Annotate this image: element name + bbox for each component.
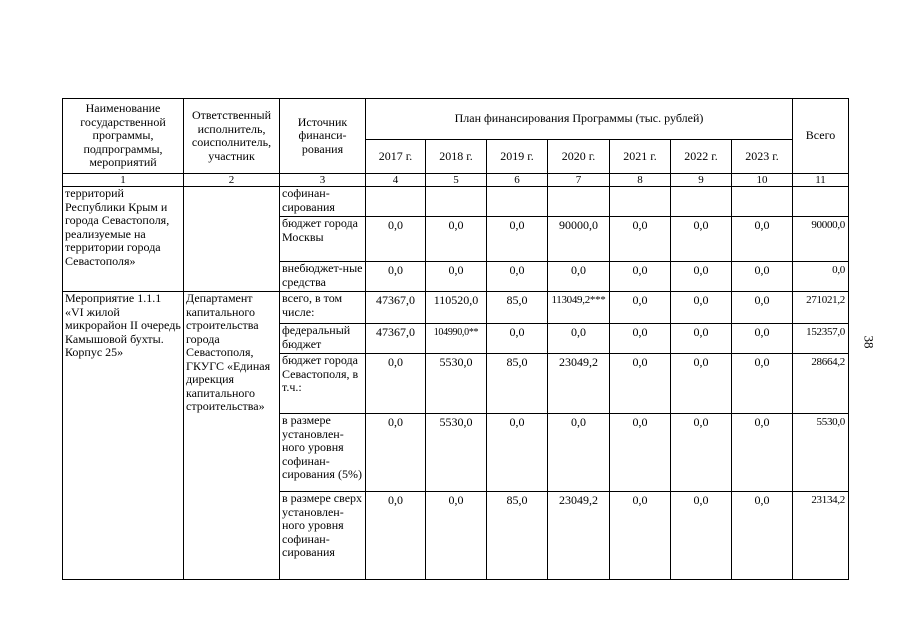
source-cell: всего, в том числе: [280, 292, 366, 324]
value-cell: 0,0 [610, 217, 671, 262]
column-index: 5 [426, 174, 487, 187]
header-total: Всего [793, 99, 849, 174]
total-cell: 271021,2 [793, 292, 849, 324]
header-plan: План финансирования Программы (тыс. рублей) [366, 99, 793, 140]
value-cell: 0,0 [487, 324, 548, 354]
value-cell: 23049,2 [548, 354, 610, 414]
value-cell: 0,0 [671, 354, 732, 414]
value-cell: 0,0 [426, 217, 487, 262]
header-program-name: Наименование государственной программы, подпрограммы, мероприятий [63, 99, 184, 174]
column-index: 1 [63, 174, 184, 187]
value-cell: 0,0 [426, 492, 487, 580]
value-cell: 90000,0 [548, 217, 610, 262]
page-number: 38 [861, 335, 877, 349]
header-year: 2018 г. [426, 140, 487, 174]
source-cell: в размере установлен-ного уровня софинан-сирования (5%) [280, 414, 366, 492]
value-cell: 0,0 [610, 354, 671, 414]
value-cell [366, 187, 426, 217]
value-cell: 0,0 [548, 324, 610, 354]
value-cell: 0,0 [671, 414, 732, 492]
header-year: 2019 г. [487, 140, 548, 174]
value-cell: 0,0 [732, 492, 793, 580]
value-cell: 47367,0 [366, 324, 426, 354]
source-cell: в размере сверх установлен-ного уровня софинан-сирования [280, 492, 366, 580]
value-cell: 104990,0** [426, 324, 487, 354]
column-index: 11 [793, 174, 849, 187]
value-cell: 85,0 [487, 292, 548, 324]
header-year: 2022 г. [671, 140, 732, 174]
value-cell: 0,0 [732, 324, 793, 354]
value-cell [610, 187, 671, 217]
value-cell: 5530,0 [426, 354, 487, 414]
column-index: 7 [548, 174, 610, 187]
value-cell: 0,0 [548, 262, 610, 292]
value-cell: 47367,0 [366, 292, 426, 324]
value-cell: 5530,0 [426, 414, 487, 492]
value-cell: 0,0 [610, 324, 671, 354]
total-cell: 152357,0 [793, 324, 849, 354]
value-cell: 0,0 [732, 354, 793, 414]
value-cell: 85,0 [487, 492, 548, 580]
executor-cell [184, 187, 280, 292]
value-cell: 0,0 [487, 414, 548, 492]
value-cell: 0,0 [671, 217, 732, 262]
column-index: 2 [184, 174, 280, 187]
program-name-cell: Мероприятие 1.1.1 «VI жилой микрорайон II очередь Камышовой бухты. Корпус 25» [63, 292, 184, 580]
column-index: 3 [280, 174, 366, 187]
value-cell: 110520,0 [426, 292, 487, 324]
total-cell: 0,0 [793, 262, 849, 292]
value-cell: 0,0 [487, 217, 548, 262]
value-cell [548, 187, 610, 217]
header-year: 2017 г. [366, 140, 426, 174]
value-cell: 0,0 [671, 262, 732, 292]
header-year: 2023 г. [732, 140, 793, 174]
value-cell: 0,0 [426, 262, 487, 292]
value-cell: 23049,2 [548, 492, 610, 580]
financing-table [62, 98, 849, 580]
value-cell: 0,0 [671, 324, 732, 354]
source-cell: бюджет города Севастополя, в т.ч.: [280, 354, 366, 414]
value-cell: 0,0 [366, 262, 426, 292]
column-index-row [63, 174, 849, 187]
value-cell [671, 187, 732, 217]
column-index: 6 [487, 174, 548, 187]
value-cell: 0,0 [610, 292, 671, 324]
value-cell: 0,0 [487, 262, 548, 292]
total-cell: 90000,0 [793, 217, 849, 262]
value-cell: 0,0 [610, 414, 671, 492]
value-cell: 0,0 [732, 262, 793, 292]
header-year: 2021 г. [610, 140, 671, 174]
column-index: 9 [671, 174, 732, 187]
total-cell: 23134,2 [793, 492, 849, 580]
value-cell: 0,0 [732, 414, 793, 492]
value-cell: 0,0 [732, 292, 793, 324]
source-cell: федеральный бюджет [280, 324, 366, 354]
column-index: 10 [732, 174, 793, 187]
total-cell [793, 187, 849, 217]
total-cell: 5530,0 [793, 414, 849, 492]
value-cell: 113049,2*** [548, 292, 610, 324]
value-cell: 0,0 [548, 414, 610, 492]
value-cell [487, 187, 548, 217]
value-cell: 0,0 [366, 354, 426, 414]
value-cell [426, 187, 487, 217]
total-cell: 28664,2 [793, 354, 849, 414]
value-cell: 0,0 [366, 492, 426, 580]
column-index: 4 [366, 174, 426, 187]
value-cell: 85,0 [487, 354, 548, 414]
table-row [63, 187, 849, 217]
program-name-cell: территорий Республики Крым и города Севастополя, реализуемые на территории города Севастополя» [63, 187, 184, 292]
header-year: 2020 г. [548, 140, 610, 174]
value-cell [732, 187, 793, 217]
value-cell: 0,0 [366, 414, 426, 492]
column-index: 8 [610, 174, 671, 187]
header-row-1 [63, 99, 849, 140]
table-row [63, 292, 849, 324]
value-cell: 0,0 [671, 492, 732, 580]
value-cell: 0,0 [366, 217, 426, 262]
value-cell: 0,0 [610, 262, 671, 292]
executor-cell: Департамент капитального строительства города Севастополя, ГКУГС «Единая дирекция капитального строительства» [184, 292, 280, 580]
value-cell: 0,0 [732, 217, 793, 262]
source-cell: бюджет города Москвы [280, 217, 366, 262]
source-cell: софинан-сирования [280, 187, 366, 217]
value-cell: 0,0 [610, 492, 671, 580]
header-source: Источник финанси-рования [280, 99, 366, 174]
header-executor: Ответственный исполнитель, соисполнитель, участник [184, 99, 280, 174]
value-cell: 0,0 [671, 292, 732, 324]
source-cell: внебюджет-ные средства [280, 262, 366, 292]
